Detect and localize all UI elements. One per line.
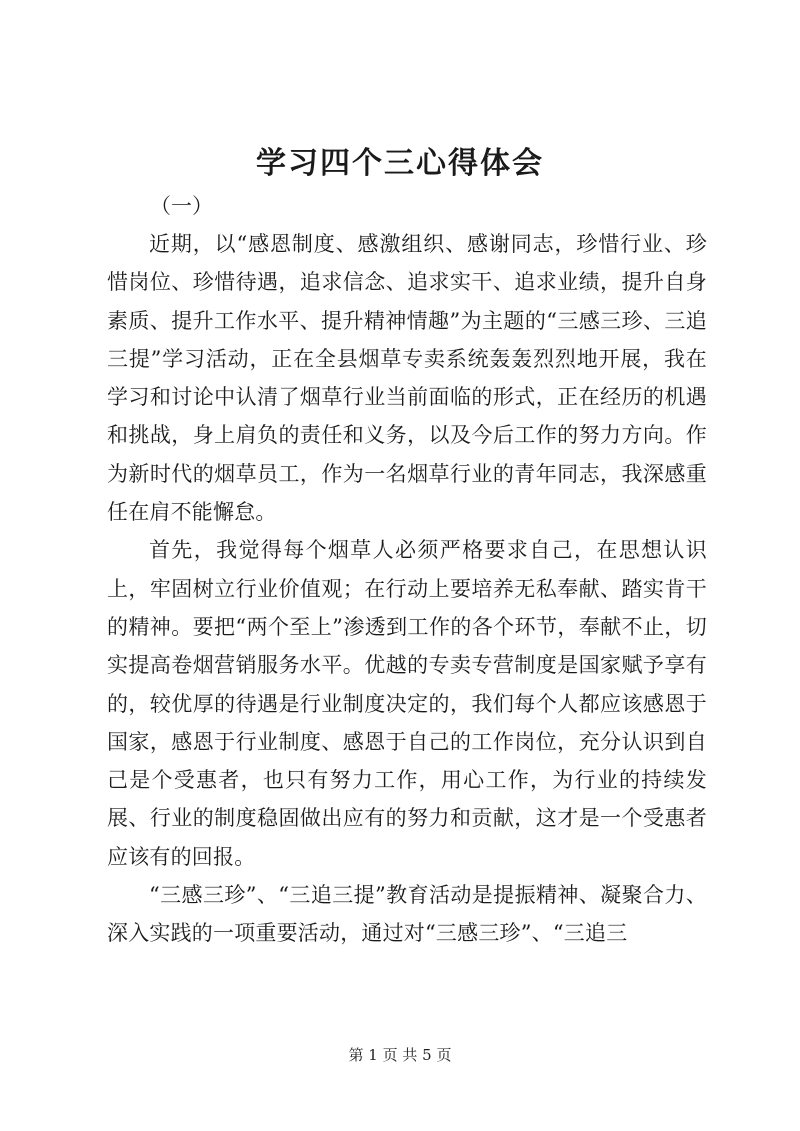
paragraph-2: 首先，我觉得每个烟草人必须严格要求自己，在思想认识上，牢固树立行业价值观；在行动上要培养无私奉献、踏实肯干的精神。要把“两个至上”渗透到工作的各个环节，奉献不止，切实提高卷烟营销服务水平。优越的专卖专营制度是国家赋予享有的，较优厚的待遇是行业制度决定的，我们每个人都应该感恩于国家，感恩于行业制度、感恩于自己的工作岗位，充分认识到自己是个受惠者，也只有努力工作，用心工作，为行业的持续发展、行业的制度稳固做出应有的努力和贡献，这才是一个受惠者应该有的回报。 [107,538,707,869]
section-mark: （一） [150,194,213,218]
document-body [107,225,707,953]
paragraph-3: “三感三珍”、“三追三提”教育活动是提振精神、凝聚合力、深入实践的一项重要活动，通过对“三感三珍”、“三追三 [107,883,707,946]
document-title: 学习四个三心得体会 [256,146,544,181]
paragraph-1: 近期，以“感恩制度、感激组织、感谢同志，珍惜行业、珍惜岗位、珍惜待遇，追求信念、追求实干、追求业绩，提升自身素质、提升工作水平、提升精神情趣”为主题的“三感三珍、三追三提”学习活动，正在全县烟草专卖系统轰轰烈烈地开展，我在学习和讨论中认清了烟草行业当前面临的形式，正在经历的机遇和挑战，身上肩负的责任和义务，以及今后工作的努力方向。作为新时代的烟草员工，作为一名烟草行业的青年同志，我深感重任在肩不能懈怠。 [107,232,707,525]
page-footer: 第 1 页 共 5 页 [348,1046,452,1064]
